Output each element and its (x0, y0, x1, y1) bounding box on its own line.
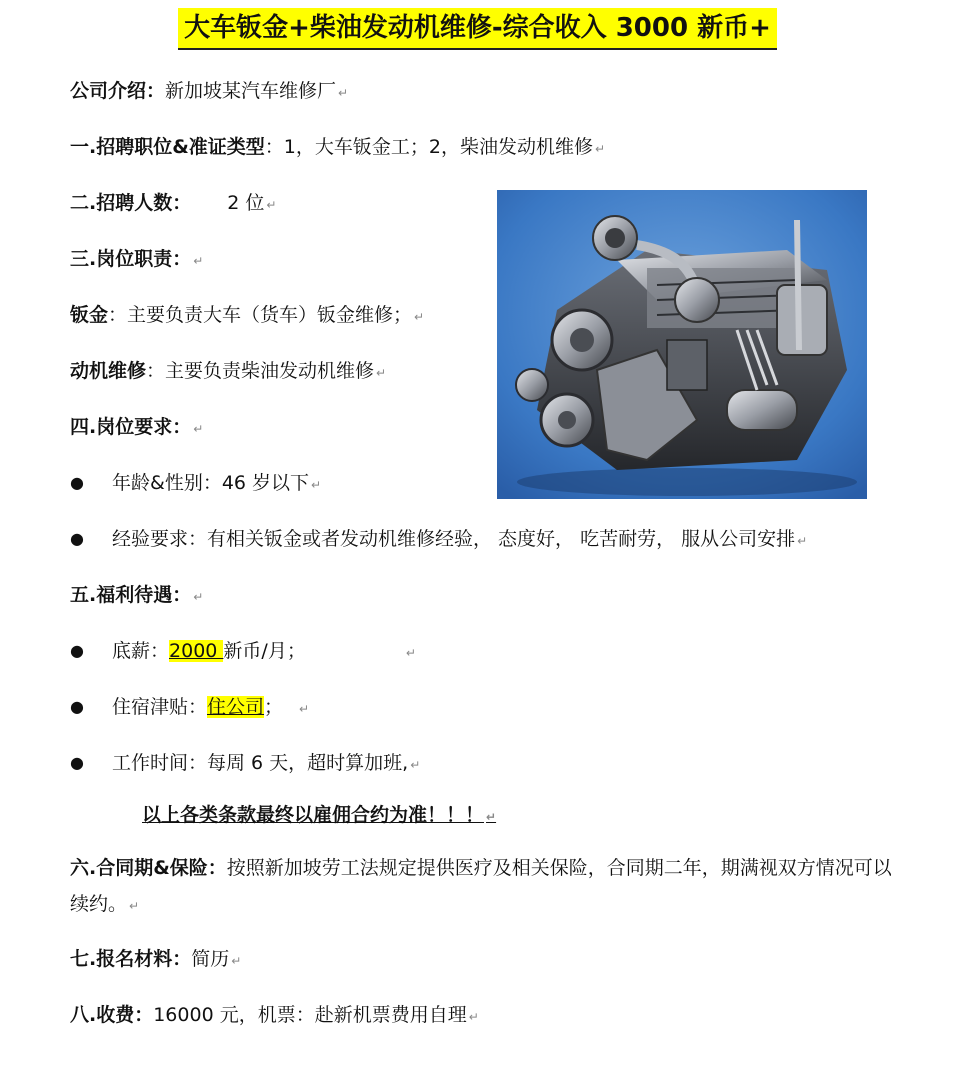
section2-value: 2 位 (227, 192, 265, 214)
section7-line (70, 944, 241, 976)
duty-sheet-value: ：主要负责大车（货车）钣金维修； (108, 304, 413, 326)
section4-label: 四.岗位要求： (70, 416, 192, 438)
paragraph-mark-icon: ↵ (468, 1010, 479, 1024)
hours-text: 工作时间：每周 6 天，超时算加班, (112, 752, 409, 774)
duty-engine-line (70, 356, 386, 388)
section4-line (70, 412, 203, 444)
section1-value: ：1，大车钣金工；2，柴油发动机维修 (264, 136, 593, 158)
section1-line (70, 132, 605, 164)
section8-value: 16000 元，机票：赴新机票费用自理 (153, 1004, 467, 1026)
paragraph-mark-icon: ↵ (193, 422, 204, 436)
requirement-experience-text: 经验要求：有相关钣金或者发动机维修经验， 态度好， 吃苦耐劳， 服从公司安排 (112, 528, 796, 550)
starter-motor (727, 390, 797, 430)
paragraph-mark-icon: ↵ (414, 310, 425, 324)
section7-label: 七.报名材料： (70, 948, 192, 970)
paragraph-mark-icon: ↵ (129, 899, 140, 913)
terms-note (142, 800, 496, 832)
section8-line (70, 1000, 479, 1032)
paragraph-mark-icon: ↵ (231, 954, 242, 968)
section6-label: 六.合同期&保险： (70, 857, 227, 879)
paragraph-mark-icon: ↵ (486, 810, 497, 824)
requirement-age (112, 468, 321, 500)
section6-value: 按照新加坡劳工法规定提供医疗及相关保险，合同期二年，期满视双方情况可以续约。 (70, 857, 892, 915)
salary-suffix: 新币/月； (223, 640, 306, 662)
paragraph-mark-icon: ↵ (193, 254, 204, 268)
paragraph-mark-icon: ↵ (193, 590, 204, 604)
salary-prefix: 底薪： (112, 640, 170, 662)
company-line (70, 76, 348, 108)
section3-line (70, 244, 203, 276)
section1-label: 一.招聘职位&准证类型 (70, 136, 265, 158)
housing-prefix: 住宿津贴： (112, 696, 208, 718)
title-wrap (0, 8, 955, 50)
section5-label: 五.福利待遇： (70, 584, 192, 606)
duty-engine-value: ：主要负责柴油发动机维修 (146, 360, 375, 382)
duty-sheet-label: 钣金 (70, 304, 109, 326)
benefit-salary (112, 636, 416, 668)
paragraph-mark-icon: ↵ (594, 142, 606, 156)
duty-engine-label: 动机维修 (70, 360, 147, 382)
paragraph-mark-icon: ↵ (266, 198, 277, 212)
section2-label: 二.招聘人数： (70, 192, 192, 214)
engine-image (497, 190, 867, 499)
section5-line (70, 580, 203, 612)
company-label: 公司介绍： (70, 80, 166, 102)
engine-illustration (497, 190, 867, 499)
terms-note-text: 以上各类条款最终以雇佣合约为准！！！ (142, 804, 485, 826)
bullet-icon: ● (70, 753, 84, 772)
paragraph-mark-icon: ↵ (376, 366, 387, 380)
paragraph-mark-icon: ↵ (299, 702, 310, 716)
bullet-icon: ● (70, 473, 84, 492)
section3-label: 三.岗位职责： (70, 248, 192, 270)
salary-highlight: 2000 (169, 640, 224, 662)
section7-value: 简历 (191, 948, 230, 970)
bullet-icon: ● (70, 641, 84, 660)
duty-sheet-line (70, 300, 424, 332)
company-value: 新加坡某汽车维修厂 (165, 80, 337, 102)
housing-highlight: 住公司 (207, 696, 265, 718)
bullet-icon: ● (70, 529, 84, 548)
housing-suffix: ； (264, 696, 284, 718)
section6-paragraph (70, 850, 900, 924)
paragraph-mark-icon: ↵ (338, 86, 349, 100)
bullet-icon: ● (70, 697, 84, 716)
paragraph-mark-icon: ↵ (405, 646, 416, 660)
benefit-housing (112, 692, 309, 724)
page-title: 大车钣金+柴油发动机维修-综合收入 3000 新币+ (178, 8, 777, 50)
paragraph-mark-icon: ↵ (311, 478, 322, 492)
paragraph-mark-icon: ↵ (797, 534, 808, 548)
requirement-age-text: 年龄&性别：46 岁以下 (112, 472, 310, 494)
section8-label: 八.收费： (70, 1004, 154, 1026)
section2-line (70, 188, 276, 220)
requirement-experience (112, 524, 807, 556)
benefit-hours (112, 748, 420, 780)
paragraph-mark-icon: ↵ (410, 758, 421, 772)
